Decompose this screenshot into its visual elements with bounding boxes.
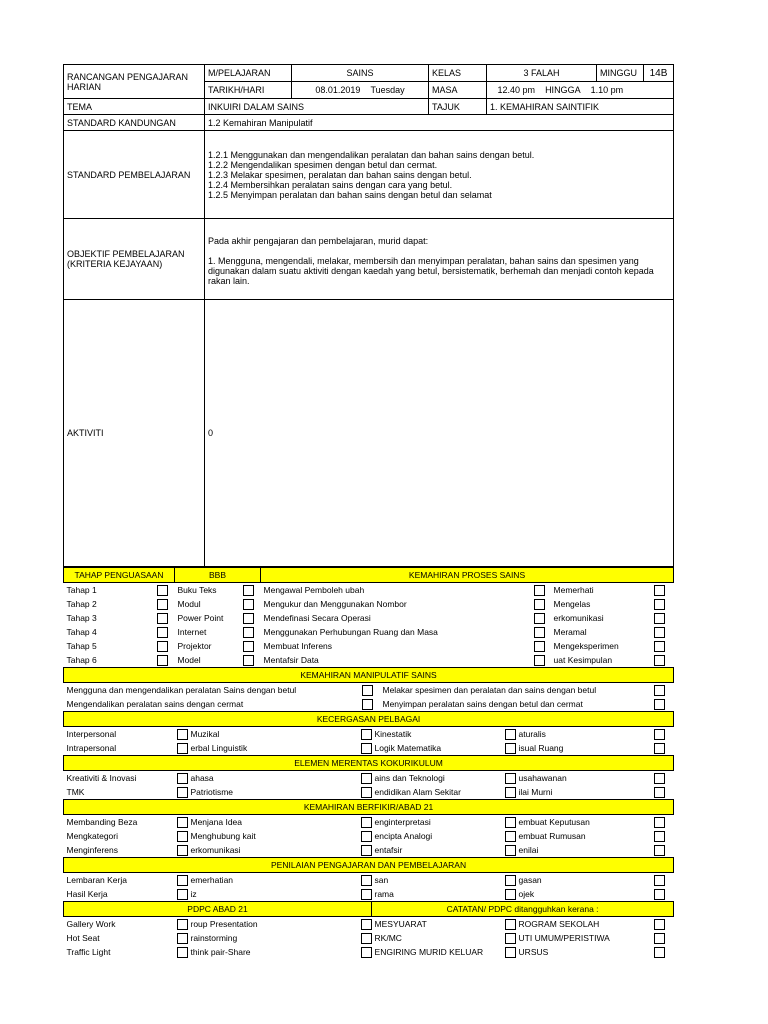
penilaian-item: rama	[374, 889, 394, 899]
checkbox[interactable]	[646, 843, 674, 857]
checkbox[interactable]	[150, 583, 175, 598]
emk-item: usahawanan	[518, 773, 567, 783]
checkbox[interactable]	[646, 815, 674, 830]
kbat-row	[64, 829, 674, 843]
theme-label: TEMA	[64, 99, 205, 115]
checkbox[interactable]	[646, 785, 674, 799]
subject-value: SAINS	[292, 65, 429, 82]
emk-item: endidikan Alam Sekitar	[374, 787, 461, 797]
sp-item: 1.2.4 Membersihkan peralatan sains dengan cara yang betul.	[208, 179, 453, 190]
pdpc-item: rainstorming	[190, 933, 238, 943]
checkbox[interactable]	[358, 727, 372, 742]
sp-label: STANDARD PEMBELAJARAN	[64, 131, 205, 219]
checkbox[interactable]	[237, 611, 261, 625]
emk-row	[64, 785, 674, 799]
checkbox[interactable]	[646, 829, 674, 843]
kecerdasan-item: Muzikal	[190, 729, 220, 739]
checkbox[interactable]	[502, 829, 516, 843]
emk-item: ains dan Teknologi	[374, 773, 445, 783]
kbat-item: entafsir	[374, 845, 403, 855]
checkbox[interactable]	[358, 771, 372, 786]
checkbox[interactable]	[646, 653, 674, 667]
pdpc-item: Hot Seat	[66, 933, 100, 943]
checkbox[interactable]	[150, 639, 175, 653]
kps-item: Mengelas	[553, 599, 591, 609]
pdpc-row	[64, 945, 674, 959]
checkbox[interactable]	[174, 727, 188, 742]
kecerdasan-item: Logik Matematika	[374, 743, 442, 753]
emk-table	[63, 755, 674, 799]
manip-item: Mengguna dan mengendalikan peralatan Sains dengan betul	[66, 685, 297, 695]
pdpc-row	[64, 931, 674, 945]
checkbox[interactable]	[529, 583, 551, 598]
checkbox[interactable]	[150, 597, 175, 611]
kecerdasan-row	[64, 727, 674, 742]
kbat-header: KEMAHIRAN BERFIKIR/ABAD 21	[64, 800, 674, 815]
checkbox[interactable]	[529, 653, 551, 667]
bbb-item: Projektor	[177, 641, 212, 651]
pdpc-item: Gallery Work	[66, 919, 116, 929]
penilaian-item: san	[374, 875, 389, 885]
kps-item: Memerhati	[553, 585, 594, 595]
tahap-label: Tahap 1	[66, 585, 97, 595]
bbb-item: Power Point	[177, 613, 224, 623]
checkbox[interactable]	[237, 597, 261, 611]
checkbox[interactable]	[646, 771, 674, 786]
checkbox[interactable]	[174, 873, 188, 888]
pdpc-item: URSUS	[518, 947, 549, 957]
kecerdasan-item: Interpersonal	[66, 729, 117, 739]
penilaian-item: Hasil Kerja	[66, 889, 108, 899]
checkbox[interactable]	[646, 931, 674, 945]
kbat-item: Menginferens	[66, 845, 119, 855]
checkbox[interactable]	[646, 697, 674, 711]
kps-item: Mentafsir Data	[263, 655, 319, 665]
manip-item: Menyimpan peralatan sains dengan betul dan cermat	[382, 699, 583, 709]
kecerdasan-row	[64, 741, 674, 755]
checkbox[interactable]	[646, 597, 674, 611]
penilaian-row	[64, 887, 674, 901]
sp-list	[205, 131, 674, 219]
checkbox[interactable]	[358, 873, 372, 888]
checkbox[interactable]	[358, 741, 372, 755]
checkbox[interactable]	[529, 625, 551, 639]
checkbox[interactable]	[502, 771, 516, 786]
date-value: 08.01.2019	[315, 85, 361, 95]
kecerdasan-item: erbal Linguistik	[190, 743, 248, 753]
sk-value: 1.2 Kemahiran Manipulatif	[205, 115, 674, 131]
checkbox[interactable]	[502, 727, 516, 742]
pdpc-item: ROGRAM SEKOLAH	[518, 919, 600, 929]
bbb-item: Internet	[177, 627, 207, 637]
checkbox[interactable]	[358, 931, 372, 945]
emk-item: Kreativiti & Inovasi	[66, 773, 137, 783]
class-value: 3 FALAH	[487, 65, 597, 82]
checkbox[interactable]	[358, 917, 372, 932]
kps-header: KEMAHIRAN PROSES SAINS	[261, 568, 674, 583]
kecerdasan-item: Kinestatik	[374, 729, 412, 739]
checkbox[interactable]	[529, 597, 551, 611]
checkbox[interactable]	[502, 785, 516, 799]
pdpc-item: roup Presentation	[190, 919, 258, 929]
checkbox[interactable]	[646, 873, 674, 888]
topic-value: 1. KEMAHIRAN SAINTIFIK	[487, 99, 674, 115]
pdpc-item: RK/MC	[374, 933, 402, 943]
checkbox[interactable]	[502, 887, 516, 901]
checkbox[interactable]	[646, 741, 674, 755]
catatan-header: CATATAN/ PDPC ditangguhkan kerana :	[372, 902, 674, 917]
checkbox[interactable]	[358, 887, 372, 901]
tahap-row	[64, 611, 674, 625]
penilaian-item: gasan	[518, 875, 542, 885]
checkbox[interactable]	[356, 697, 380, 711]
obj-intro: Pada akhir pengajaran dan pembelajaran, murid dapat:	[208, 235, 429, 246]
obj-label: OBJEKTIF PEMBELAJARAN (KRITERIA KEJAYAAN)	[64, 219, 205, 300]
emk-row	[64, 771, 674, 786]
checkbox[interactable]	[646, 917, 674, 932]
penilaian-row	[64, 873, 674, 888]
checkbox[interactable]	[150, 611, 175, 625]
pdpc-item: think pair-Share	[190, 947, 251, 957]
activity-value: 0	[205, 300, 674, 567]
checkbox[interactable]	[358, 785, 372, 799]
week-label: MINGGU	[597, 65, 644, 82]
kecerdasan-item: Intrapersonal	[66, 743, 117, 753]
checkbox[interactable]	[502, 917, 516, 932]
checkbox[interactable]	[237, 653, 261, 667]
checkbox[interactable]	[502, 741, 516, 755]
checkbox[interactable]	[646, 683, 674, 698]
sp-item: 1.2.2 Mengendalikan spesimen dengan betul dan cermat.	[208, 159, 438, 170]
tahap-label: Tahap 5	[66, 641, 97, 651]
checkbox[interactable]	[174, 815, 188, 830]
penilaian-item: Lembaran Kerja	[66, 875, 127, 885]
obj-cell	[205, 219, 674, 300]
checkbox[interactable]	[237, 583, 261, 598]
kps-item: Menggunakan Perhubungan Ruang dan Masa	[263, 627, 438, 637]
lesson-plan-document	[63, 64, 673, 959]
kps-item: uat Kesimpulan	[553, 655, 613, 665]
kbat-table	[63, 799, 674, 857]
tahap-row	[64, 583, 674, 598]
time-label: MASA	[429, 82, 487, 99]
checkbox[interactable]	[174, 771, 188, 786]
manip-item: Mengendalikan peralatan sains dengan cermat	[66, 699, 244, 709]
checkbox[interactable]	[502, 931, 516, 945]
kbat-item: enginterpretasi	[374, 817, 431, 827]
topic-label: TAJUK	[429, 99, 487, 115]
checkbox[interactable]	[174, 931, 188, 945]
manip-header: KEMAHIRAN MANIPULATIF SAINS	[64, 668, 674, 683]
kps-item: Meramal	[553, 627, 587, 637]
checkbox[interactable]	[646, 727, 674, 742]
checkbox[interactable]	[237, 625, 261, 639]
checkbox[interactable]	[174, 887, 188, 901]
theme-value: INKUIRI DALAM SAINS	[205, 99, 429, 115]
tahap-label: Tahap 6	[66, 655, 97, 665]
pdpc-item: UTI UMUM/PERISTIWA	[518, 933, 610, 943]
penilaian-table	[63, 857, 674, 901]
kbat-row	[64, 815, 674, 830]
time-sep: HINGGA	[545, 85, 581, 95]
kecerdasan-item: aturalis	[518, 729, 546, 739]
checkbox[interactable]	[358, 945, 372, 959]
penilaian-item: ojek	[518, 889, 535, 899]
time-start: 12.40 pm	[497, 85, 536, 95]
sp-item: 1.2.5 Menyimpan peralatan dan bahan sains dengan betul dan selamat	[208, 189, 492, 200]
time-end: 1.10 pm	[590, 85, 624, 95]
header-table	[63, 64, 674, 567]
checkbox[interactable]	[529, 611, 551, 625]
checkbox[interactable]	[646, 639, 674, 653]
tahap-row	[64, 639, 674, 653]
date-label: TARIKH/HARI	[205, 82, 292, 99]
checkbox[interactable]	[646, 887, 674, 901]
kbat-item: Menjana Idea	[190, 817, 243, 827]
checkbox[interactable]	[358, 815, 372, 830]
pdpc-table	[63, 901, 674, 959]
tahap-row	[64, 625, 674, 639]
pdpc-item: Traffic Light	[66, 947, 111, 957]
pdpc-item: ENGIRING MURID KELUAR	[374, 947, 484, 957]
checkbox[interactable]	[150, 653, 175, 667]
sk-label: STANDARD KANDUNGAN	[64, 115, 205, 131]
bbb-item: Buku Teks	[177, 585, 217, 595]
penilaian-item: emerhatian	[190, 875, 234, 885]
pdpc-row	[64, 917, 674, 932]
emk-item: Patriotisme	[190, 787, 234, 797]
pdpc-item: MESYUARAT	[374, 919, 427, 929]
kbat-item: enilai	[518, 845, 539, 855]
kbat-item: encipta Analogi	[374, 831, 433, 841]
sp-item: 1.2.1 Menggunakan dan mengendalikan peralatan dan bahan sains dengan betul.	[208, 149, 535, 160]
checkbox[interactable]	[237, 639, 261, 653]
kbat-item: Membanding Beza	[66, 817, 138, 827]
checkbox[interactable]	[646, 611, 674, 625]
checkbox[interactable]	[646, 583, 674, 598]
checkbox[interactable]	[358, 829, 372, 843]
emk-item: ahasa	[190, 773, 214, 783]
bbb-item: Modul	[177, 599, 201, 609]
checkbox[interactable]	[174, 917, 188, 932]
kbat-item: embuat Rumusan	[518, 831, 586, 841]
day-value: Tuesday	[370, 85, 405, 95]
kps-item: Mengawal Pemboleh ubah	[263, 585, 365, 595]
bbb-header: BBB	[175, 568, 261, 583]
checkbox[interactable]	[502, 873, 516, 888]
checkbox[interactable]	[529, 639, 551, 653]
kbat-item: Mengkategori	[66, 831, 119, 841]
tahap-label: Tahap 3	[66, 613, 97, 623]
kecerdasan-item: isual Ruang	[518, 743, 564, 753]
kps-item: Mengeksperimen	[553, 641, 619, 651]
date-cell	[292, 82, 429, 99]
class-label: KELAS	[429, 65, 487, 82]
emk-item: TMK	[66, 787, 85, 797]
kbat-item: Menghubung kait	[190, 831, 256, 841]
activity-label: AKTIVITI	[64, 300, 205, 567]
kbat-item: erkomunikasi	[190, 845, 241, 855]
emk-header: ELEMEN MERENTAS KOKURIKULUM	[64, 756, 674, 771]
kbat-row	[64, 843, 674, 857]
pdpc-header: PDPC ABAD 21	[64, 902, 372, 917]
tahap-label: Tahap 2	[66, 599, 97, 609]
kps-item: Mengukur dan Menggunakan Nombor	[263, 599, 407, 609]
tahap-label: Tahap 4	[66, 627, 97, 637]
rph-label: RANCANGAN PENGAJARAN HARIAN	[64, 65, 205, 99]
checkbox[interactable]	[150, 625, 175, 639]
checkbox[interactable]	[358, 843, 372, 857]
obj-text: 1. Mengguna, mengendali, melakar, membersih dan menyimpan peralatan, bahan sains dan spesimen yang digunakan dalam suatu aktiviti dengan kaedah yang betul, bersistematik, berhemah dan menjadi contoh kepada rakan lain.	[208, 255, 654, 286]
week-value: 14B	[644, 65, 674, 82]
checkbox[interactable]	[174, 829, 188, 843]
tahap-table	[63, 567, 674, 667]
tahap-row	[64, 597, 674, 611]
checkbox[interactable]	[646, 945, 674, 959]
checkbox[interactable]	[174, 785, 188, 799]
manip-item: Melakar spesimen dan peralatan dan sains dengan betul	[382, 685, 597, 695]
checkbox[interactable]	[646, 625, 674, 639]
checkbox[interactable]	[502, 843, 516, 857]
manip-table	[63, 667, 674, 711]
checkbox[interactable]	[502, 815, 516, 830]
tahap-row	[64, 653, 674, 667]
tahap-header: TAHAP PENGUASAAN	[64, 568, 175, 583]
bbb-item: Model	[177, 655, 201, 665]
time-cell	[487, 82, 674, 99]
kps-item: Membuat Inferens	[263, 641, 333, 651]
sp-item: 1.2.3 Melakar spesimen, peralatan dan bahan sains dengan betul.	[208, 169, 472, 180]
subject-label: M/PELAJARAN	[205, 65, 292, 82]
checkbox[interactable]	[502, 945, 516, 959]
checkbox[interactable]	[174, 741, 188, 755]
checkbox[interactable]	[174, 945, 188, 959]
checkbox[interactable]	[174, 843, 188, 857]
checkbox[interactable]	[356, 683, 380, 698]
emk-item: ilai Murni	[518, 787, 553, 797]
penilaian-item: iz	[190, 889, 197, 899]
kecerdasan-header: KECERGASAN PELBAGAI	[64, 712, 674, 727]
kecerdasan-table	[63, 711, 674, 755]
penilaian-header: PENILAIAN PENGAJARAN DAN PEMBELAJARAN	[64, 858, 674, 873]
kps-item: erkomunikasi	[553, 613, 604, 623]
kbat-item: embuat Keputusan	[518, 817, 590, 827]
kps-item: Mendefinasi Secara Operasi	[263, 613, 371, 623]
